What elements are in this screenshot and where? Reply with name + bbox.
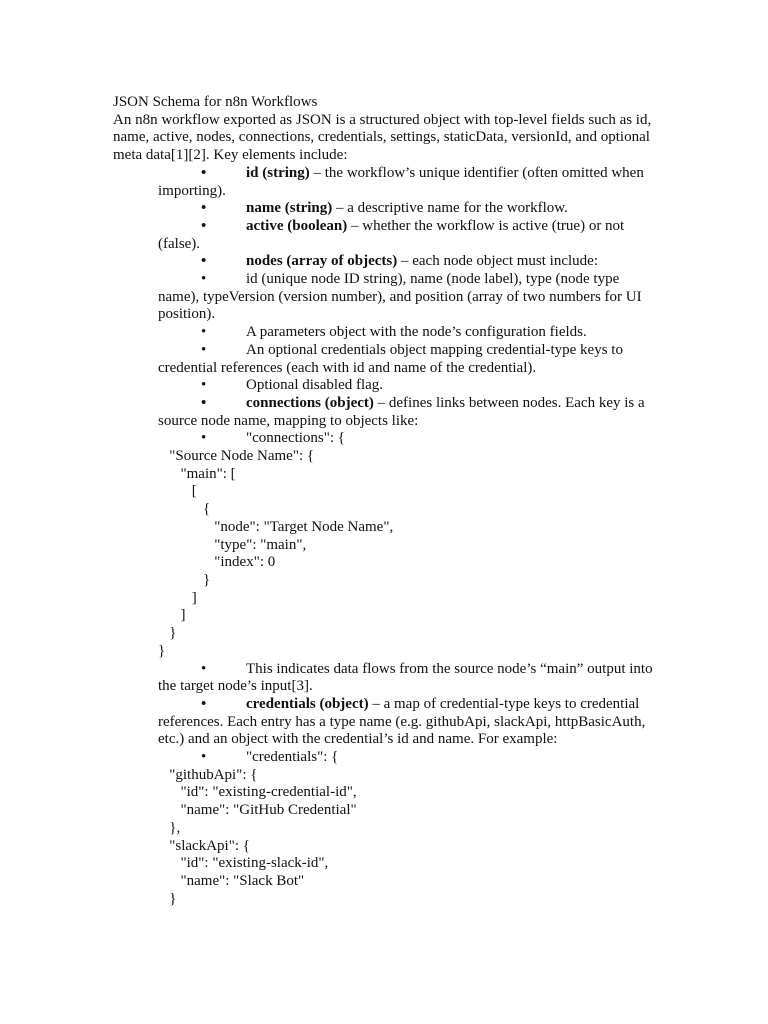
item-label: active (boolean) [246, 217, 348, 234]
item-text: – a map of credential-type keys to credential [368, 695, 640, 712]
bullet-icon: • [201, 253, 207, 270]
bullet-icon: • [201, 217, 207, 234]
code-line: } [158, 642, 166, 659]
item-text: – defines links between nodes. Each key is a [373, 394, 645, 411]
code-line: "name": "GitHub Credential" [158, 802, 357, 819]
list-item [113, 661, 658, 696]
item-label: name (string) [246, 200, 333, 217]
list-item [113, 696, 658, 749]
list-item [113, 395, 658, 430]
code-text: "credentials": { [246, 749, 339, 766]
bullet-icon: • [201, 377, 207, 394]
item-text: Optional disabled flag. [246, 377, 384, 394]
code-line: [ [158, 483, 197, 500]
intro-line: name, active, nodes, connections, credentials, settings, staticData, versionId, and optional [113, 129, 650, 146]
code-text: "connections": { [246, 430, 346, 447]
list-item-line [113, 324, 658, 342]
code-line: }, [158, 819, 181, 836]
list-item-line [113, 200, 658, 218]
item-text: – a descriptive name for the workflow. [332, 200, 568, 217]
code-line: "node": "Target Node Name", [158, 518, 394, 535]
code-line: "id": "existing-slack-id", [158, 855, 329, 872]
list-item-line: credential references (each with id and name of the credential). [158, 359, 537, 376]
item-text: An optional credentials object mapping credential-type keys to [246, 341, 623, 358]
list-item [113, 200, 658, 218]
code-line: ] [158, 607, 186, 624]
connections-code-block [113, 430, 658, 660]
item-text: – the workflow’s unique identifier (often omitted when [309, 164, 644, 181]
list-item-line [113, 377, 658, 395]
list-item [113, 218, 658, 253]
code-line: "Source Node Name": { [158, 448, 315, 465]
list-item-line: source node name, mapping to objects like: [158, 412, 419, 429]
code-line: "main": [ [158, 465, 236, 482]
code-line: "type": "main", [158, 536, 307, 553]
code-line: "slackApi": { [158, 837, 250, 854]
intro-paragraph [113, 112, 658, 165]
list-item-line: (false). [158, 235, 201, 252]
list-item-line [113, 661, 658, 679]
key-elements-list-continued [113, 661, 658, 750]
bullet-icon: • [201, 430, 207, 447]
item-label: nodes (array of objects) [246, 253, 398, 270]
code-line: { [158, 501, 211, 518]
list-item [113, 271, 658, 324]
item-text: id (unique node ID string), name (node label), type (node type [246, 271, 620, 288]
item-text: – each node object must include: [397, 253, 598, 270]
intro-line: An n8n workflow exported as JSON is a structured object with top-level fields such as id, [113, 111, 652, 128]
item-label: id (string) [246, 164, 310, 181]
list-item-line: the target node’s input[3]. [158, 678, 313, 695]
bullet-icon: • [201, 271, 207, 288]
list-item-line: references. Each entry has a type name (e.g. githubApi, slackApi, httpBasicAuth, [158, 713, 646, 730]
list-item-line: position). [158, 306, 216, 323]
bullet-icon: • [201, 394, 207, 411]
list-item [113, 377, 658, 395]
code-line: "index": 0 [158, 554, 276, 571]
code-line: ] [158, 589, 197, 606]
list-item [113, 165, 658, 200]
item-text: – whether the workflow is active (true) or not [347, 217, 625, 234]
bullet-icon: • [201, 695, 207, 712]
code-first-line [113, 430, 658, 448]
item-label: connections (object) [246, 394, 374, 411]
list-item-line: name), typeVersion (version number), and position (array of two numbers for UI [158, 288, 642, 305]
item-text: This indicates data flows from the source node’s “main” output into [246, 660, 653, 677]
code-first-line [113, 749, 658, 767]
list-item [113, 342, 658, 377]
code-line: "name": "Slack Bot" [158, 872, 305, 889]
document-page [113, 94, 658, 908]
list-item-line: etc.) and an object with the credential’s id and name. For example: [158, 731, 558, 748]
list-item [113, 324, 658, 342]
list-item-line [113, 218, 658, 236]
list-item-line: importing). [158, 182, 226, 199]
list-item-line [113, 342, 658, 360]
bullet-icon: • [201, 660, 207, 677]
key-elements-list [113, 165, 658, 431]
item-text: A parameters object with the node’s configuration fields. [246, 324, 587, 341]
item-label: credentials (object) [246, 695, 369, 712]
document-title: JSON Schema for n8n Workflows [113, 94, 318, 110]
intro-line: meta data[1][2]. Key elements include: [113, 147, 348, 164]
code-line: } [158, 571, 211, 588]
code-line: } [158, 625, 177, 642]
credentials-code-block [113, 749, 658, 908]
code-line: } [158, 890, 177, 907]
code-line: "githubApi": { [158, 766, 258, 783]
list-item-line [113, 395, 658, 413]
bullet-icon: • [201, 164, 207, 181]
bullet-icon: • [201, 341, 207, 358]
bullet-icon: • [201, 200, 207, 217]
bullet-icon: • [201, 749, 207, 766]
bullet-icon: • [201, 324, 207, 341]
code-line: "id": "existing-credential-id", [158, 784, 357, 801]
list-item [113, 253, 658, 271]
list-item-line [113, 696, 658, 714]
list-item-line [113, 165, 658, 183]
list-item-line [113, 253, 658, 271]
list-item-line [113, 271, 658, 289]
